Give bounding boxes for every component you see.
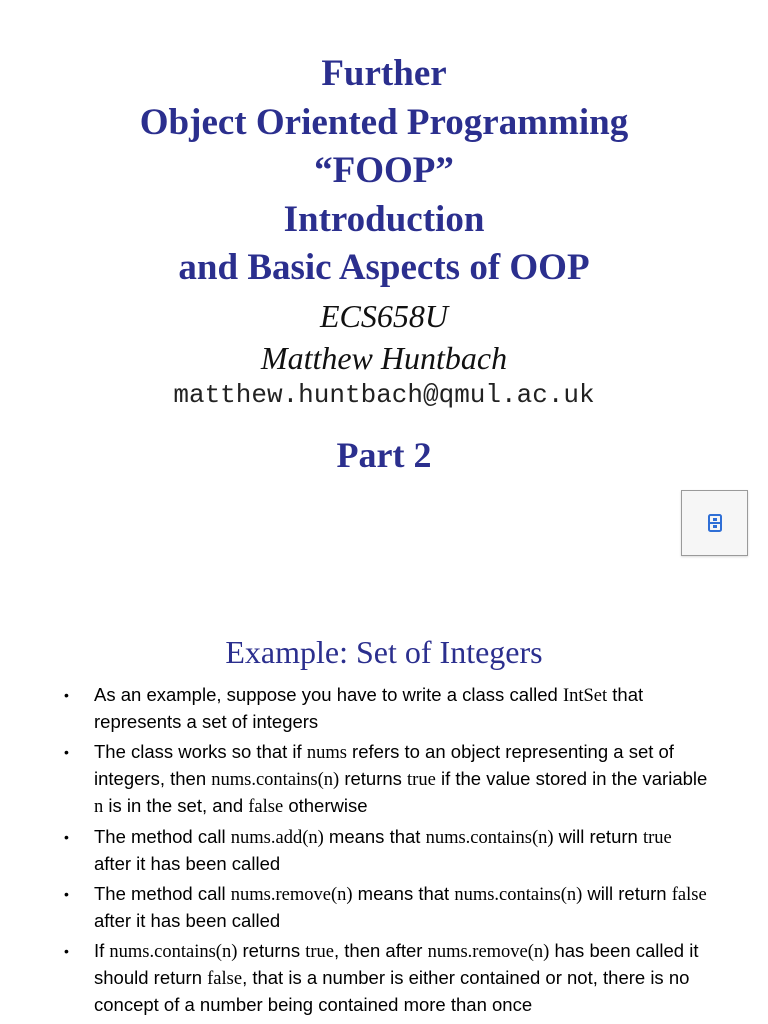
title-line: Object Oriented Programming xyxy=(139,101,629,143)
bullet-text: if the value stored in the variable xyxy=(435,768,708,789)
code-text: nums.contains(n) xyxy=(211,770,340,790)
bullet-text: has been called it should return xyxy=(94,940,699,988)
bullet-text: The method call xyxy=(94,826,231,847)
bullet-text: is in the set, and xyxy=(103,795,249,816)
bullet-marker: • xyxy=(64,687,69,703)
code-text: nums.remove(n) xyxy=(427,942,550,962)
code-text: true xyxy=(305,942,334,962)
media-button[interactable] xyxy=(681,490,748,556)
code-text: nums.contains(n) xyxy=(454,885,583,905)
bullet-text: refers to an object representing a set of integers, then xyxy=(94,741,674,789)
bullet-item xyxy=(60,682,710,735)
author-name: Matthew Huntbach xyxy=(260,340,508,376)
bullet-item xyxy=(60,824,710,877)
bullet-marker: • xyxy=(64,886,69,902)
code-text: n xyxy=(94,797,104,817)
bullet-text: The method call xyxy=(94,883,231,904)
bullet-text: otherwise xyxy=(283,795,368,816)
code-text: true xyxy=(407,770,436,790)
author-email: matthew.huntbach@qmul.ac.uk xyxy=(173,380,595,410)
bullet-text: will return xyxy=(582,883,672,904)
bullet-text: after it has been called xyxy=(94,853,281,874)
bullet-text: , then after xyxy=(333,940,428,961)
code-text: nums.contains(n) xyxy=(109,942,238,962)
bullet-text: , that is a number is either contained or not, there is no concept of a number being contained more than once xyxy=(94,967,690,1015)
bullet-text: returns xyxy=(237,940,306,961)
bullet-text: returns xyxy=(339,768,408,789)
bullet-text: will return xyxy=(553,826,643,847)
code-text: false xyxy=(207,969,243,989)
title-line: Further xyxy=(321,53,447,94)
course-code: ECS658U xyxy=(320,298,448,334)
bullet-item xyxy=(60,881,710,934)
part-label: Part 2 xyxy=(336,435,432,475)
bullet-text: As an example, suppose you have to write a class called xyxy=(94,684,563,705)
bullet-marker: • xyxy=(64,829,69,845)
code-text: nums xyxy=(306,743,347,763)
code-text: false xyxy=(248,797,284,817)
bullet-text: means that xyxy=(352,883,455,904)
film-strip-icon xyxy=(707,514,723,532)
code-text: IntSet xyxy=(562,686,608,706)
title-line: “FOOP” xyxy=(314,150,454,191)
bullet-item xyxy=(60,739,710,820)
bullet-marker: • xyxy=(64,744,69,760)
code-text: nums.contains(n) xyxy=(425,828,554,848)
title-block xyxy=(0,50,768,293)
bullet-text: If xyxy=(94,940,110,961)
code-text: nums.add(n) xyxy=(230,828,324,848)
title-line: and Basic Aspects of OOP xyxy=(178,247,590,288)
code-text: true xyxy=(642,828,672,848)
bullet-text: means that xyxy=(323,826,426,847)
code-text: nums.remove(n) xyxy=(230,885,353,905)
bullet-item xyxy=(60,938,710,1018)
bullet-text: after it has been called xyxy=(94,910,281,931)
bullet-list xyxy=(60,682,710,1022)
bullet-marker: • xyxy=(64,943,69,959)
slide-heading: Example: Set of Integers xyxy=(225,634,543,670)
title-line: Introduction xyxy=(283,198,485,240)
code-text: false xyxy=(671,885,707,905)
bullet-text: The class works so that if xyxy=(94,741,307,762)
bullet-text: that represents a set of integers xyxy=(94,684,644,732)
